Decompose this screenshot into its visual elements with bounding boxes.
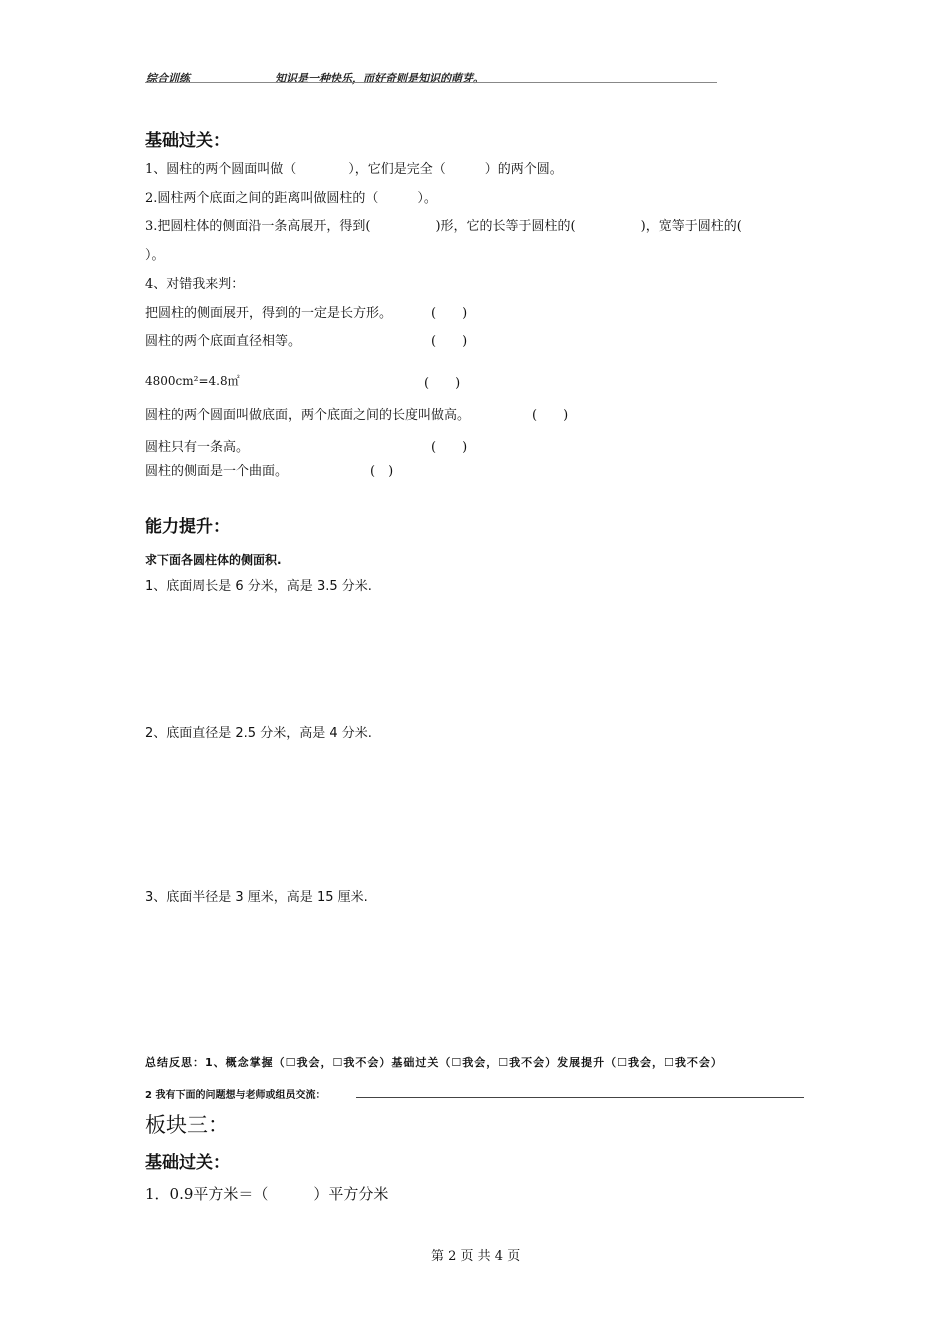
judge-item-mark: ( )	[431, 334, 468, 349]
judge-item-mark: ( )	[431, 440, 468, 455]
summary-questions: 2 我有下面的问题想与老师或组员交流：	[145, 1090, 326, 1101]
question-1: 1、圆柱的两个圆面叫做（ ），它们是完全（ ）的两个圆。	[145, 162, 563, 177]
judge-item-text: 圆柱的两个底面直径相等。	[145, 334, 302, 349]
problem-2: 2、底面直径是 2.5 分米，高是 4 分米.	[145, 726, 372, 741]
section-title-basic: 基础过关：	[145, 131, 230, 151]
judge-item-text: 把圆柱的侧面展开，得到的一定是长方形。	[145, 306, 393, 321]
section-title-ability: 能力提升：	[145, 517, 230, 537]
block3-question-1: 1．0.9平方米＝（ ）平方分米	[145, 1185, 389, 1203]
block-title: 板块三：	[145, 1113, 229, 1137]
judge-item-mark: ( )	[532, 408, 569, 423]
answer-line	[356, 1097, 804, 1098]
judge-item-text: 4800cm²=4.8㎡	[145, 374, 240, 388]
header-motto: 知识是一种快乐，而好奇则是知识的萌芽。	[275, 72, 484, 85]
problem-1: 1、底面周长是 6 分米，高是 3.5 分米.	[145, 579, 372, 594]
question-4: 4、对错我来判：	[145, 277, 245, 292]
judge-item-mark: ( )	[431, 306, 468, 321]
problem-3: 3、底面半径是 3 厘米，高是 15 厘米.	[145, 890, 368, 905]
section-title-basic-2: 基础过关：	[145, 1153, 230, 1173]
header-rule	[145, 82, 717, 83]
judge-item-text: 圆柱的两个圆面叫做底面，两个底面之间的长度叫做高。	[145, 408, 471, 423]
judge-item-mark: ( )	[370, 464, 394, 479]
page-number: 第 2 页 共 4 页	[431, 1249, 521, 1264]
judge-item-text: 圆柱只有一条高。	[145, 440, 250, 455]
summary-reflection: 总结反思：1、概念掌握（☐我会，☐我不会）基础过关（☐我会，☐我不会）发展提升（☐我会，☐我不会）	[145, 1056, 723, 1069]
judge-item-mark: ( )	[424, 376, 461, 391]
judge-item-text: 圆柱的侧面是一个曲面。	[145, 464, 289, 479]
header-left-label: 综合训练	[146, 72, 190, 85]
instruction: 求下面各圆柱体的侧面积.	[145, 553, 282, 567]
question-3-line2: ）。	[145, 248, 165, 263]
question-3-line1: 3.把圆柱体的侧面沿一条高展开，得到( )形，它的长等于圆柱的( )，宽等于圆柱的(	[145, 219, 742, 234]
question-2: 2.圆柱两个底面之间的距离叫做圆柱的（ ）。	[145, 191, 437, 206]
